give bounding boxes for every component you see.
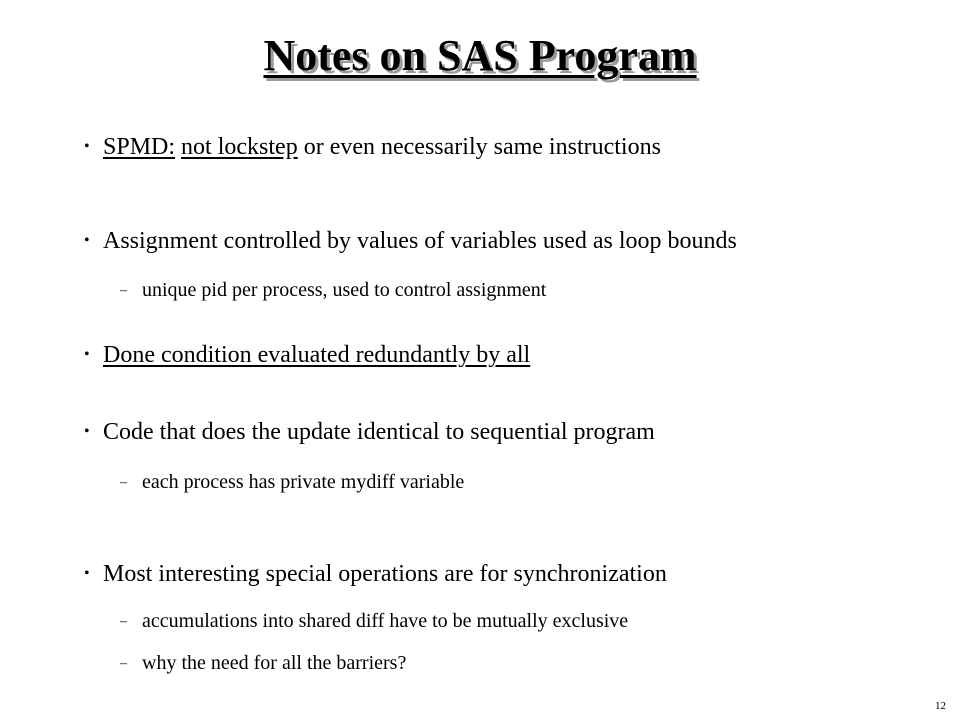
- bullet-marker: •: [84, 346, 90, 363]
- synchronization-text: Most interesting special operations are for synchronization: [103, 561, 667, 587]
- sub-marker: –: [120, 283, 127, 298]
- assignment-text: Assignment controlled by values of variables used as loop bounds: [103, 228, 737, 254]
- slide-title: Notes on SAS Program: [263, 31, 697, 80]
- bullet-marker: •: [84, 232, 90, 249]
- bullet-marker: •: [84, 423, 90, 440]
- spmd-rest-text: or even necessarily same instructions: [297, 134, 661, 160]
- bullet-code-update: [84, 417, 655, 447]
- bullet-done-condition: [84, 340, 530, 370]
- bullet-marker: •: [84, 565, 90, 582]
- sub-mydiff: [120, 469, 464, 496]
- bullet-spmd: [84, 132, 661, 162]
- bullet-synchronization: [84, 559, 667, 589]
- sub-unique-pid: [120, 277, 546, 304]
- spmd-term: SPMD:: [103, 134, 176, 160]
- barriers-text: why the need for all the barriers?: [142, 652, 407, 674]
- sub-marker: –: [120, 614, 127, 629]
- sub-barriers: [120, 650, 406, 677]
- sub-marker: –: [120, 475, 127, 490]
- not-lockstep-phrase: not lockstep: [181, 134, 298, 160]
- sub-accumulations: [120, 608, 628, 635]
- sub-marker: –: [120, 656, 127, 671]
- done-condition-text: Done condition evaluated redundantly by all: [103, 342, 531, 368]
- bullet-marker: •: [84, 138, 90, 155]
- bullet-assignment: [84, 226, 737, 256]
- page-number: 12: [935, 700, 946, 712]
- accumulations-text: accumulations into shared diff have to be mutually exclusive: [142, 610, 629, 632]
- mydiff-text: each process has private mydiff variable: [142, 471, 465, 493]
- unique-pid-text: unique pid per process, used to control assignment: [142, 279, 547, 301]
- code-update-text: Code that does the update identical to sequential program: [103, 419, 655, 445]
